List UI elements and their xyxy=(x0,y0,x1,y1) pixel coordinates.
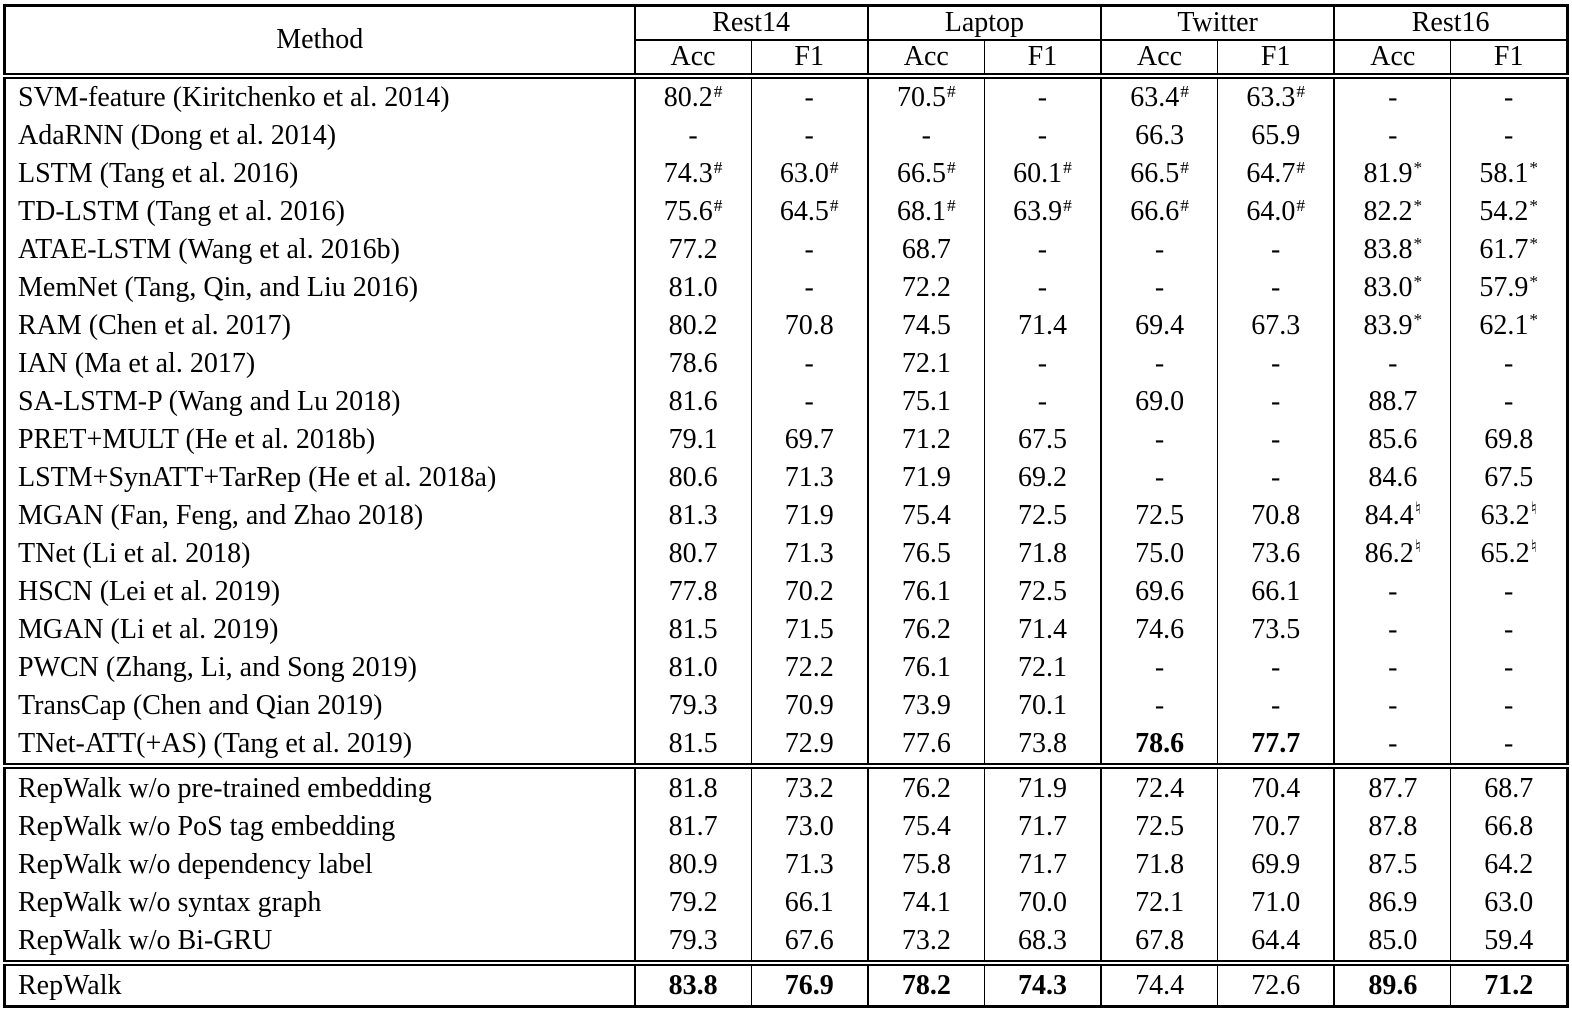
paper-table-page xyxy=(0,4,1572,1016)
value-cell: 69.9 xyxy=(1218,846,1335,884)
value-cell: 64.0# xyxy=(1218,193,1335,231)
value-cell: 81.5 xyxy=(635,611,752,649)
value-cell: 80.7 xyxy=(635,535,752,573)
superscript-mark: ♮ xyxy=(1414,537,1421,557)
value-cell: 67.8 xyxy=(1101,922,1218,964)
table-row xyxy=(5,155,1568,193)
column-group-label: Twitter xyxy=(1101,6,1334,41)
value-cell: 73.2 xyxy=(868,922,985,964)
value-cell: 70.1 xyxy=(984,687,1101,725)
superscript-mark: # xyxy=(946,157,956,177)
method-cell: ATAE-LSTM (Wang et al. 2016b) xyxy=(5,231,635,269)
value-cell: 71.9 xyxy=(868,459,985,497)
value-cell: 71.3 xyxy=(751,535,868,573)
value-cell: 71.7 xyxy=(984,808,1101,846)
value-cell: 57.9* xyxy=(1451,269,1568,307)
value-cell: - xyxy=(1451,611,1568,649)
value-cell: - xyxy=(1218,421,1335,459)
table-row xyxy=(5,269,1568,307)
value-cell: - xyxy=(1334,687,1451,725)
subheader-f1: F1 xyxy=(751,40,868,76)
value-cell: 72.6 xyxy=(1218,963,1335,1006)
value-cell: 83.0* xyxy=(1334,269,1451,307)
section-baselines xyxy=(5,76,1568,766)
superscript-mark: * xyxy=(1529,309,1539,329)
superscript-mark: # xyxy=(1180,157,1189,177)
value-cell: 77.8 xyxy=(635,573,752,611)
section-final xyxy=(5,963,1568,1006)
value-cell: 63.4# xyxy=(1101,76,1218,118)
value-cell: 71.2 xyxy=(1451,963,1568,1006)
table-row xyxy=(5,231,1568,269)
value-cell: 86.2♮ xyxy=(1334,535,1451,573)
value-cell: 75.8 xyxy=(868,846,985,884)
superscript-mark: # xyxy=(1296,157,1306,177)
value-cell: 70.2 xyxy=(751,573,868,611)
value-cell: - xyxy=(635,118,752,156)
table-row xyxy=(5,497,1568,535)
value-cell: 71.5 xyxy=(751,611,868,649)
superscript-mark: # xyxy=(1180,195,1189,215)
table-row xyxy=(5,884,1568,922)
column-group-label: Rest16 xyxy=(1334,6,1567,41)
value-cell: 62.1* xyxy=(1451,307,1568,345)
value-cell: 65.9 xyxy=(1218,118,1335,156)
value-cell: 69.2 xyxy=(984,459,1101,497)
table-row xyxy=(5,687,1568,725)
value-cell: 71.4 xyxy=(984,611,1101,649)
value-cell: 66.6# xyxy=(1101,193,1218,231)
value-cell: 59.4 xyxy=(1451,922,1568,964)
superscript-mark: # xyxy=(1180,81,1189,101)
value-cell: - xyxy=(1334,573,1451,611)
value-cell: 77.2 xyxy=(635,231,752,269)
value-cell: 71.3 xyxy=(751,459,868,497)
table-row xyxy=(5,118,1568,156)
value-cell: 81.9* xyxy=(1334,155,1451,193)
value-cell: 81.0 xyxy=(635,269,752,307)
superscript-mark: # xyxy=(713,81,723,101)
value-cell: - xyxy=(1451,649,1568,687)
value-cell: - xyxy=(868,118,985,156)
value-cell: 80.2 xyxy=(635,307,752,345)
value-cell: 72.5 xyxy=(1101,497,1218,535)
value-cell: 81.5 xyxy=(635,725,752,767)
value-cell: 71.9 xyxy=(984,766,1101,808)
value-cell: 69.0 xyxy=(1101,383,1218,421)
value-cell: 69.6 xyxy=(1101,573,1218,611)
value-cell: 70.8 xyxy=(1218,497,1335,535)
value-cell: 79.2 xyxy=(635,884,752,922)
method-cell: RepWalk w/o syntax graph xyxy=(5,884,635,922)
method-cell: RepWalk xyxy=(5,963,635,1006)
value-cell: - xyxy=(1101,687,1218,725)
value-cell: 76.1 xyxy=(868,649,985,687)
value-cell: 73.9 xyxy=(868,687,985,725)
value-cell: 80.9 xyxy=(635,846,752,884)
value-cell: 75.0 xyxy=(1101,535,1218,573)
value-cell: 68.1# xyxy=(868,193,985,231)
value-cell: 76.9 xyxy=(751,963,868,1006)
column-group-label: Laptop xyxy=(868,6,1101,41)
value-cell: 66.5# xyxy=(1101,155,1218,193)
method-cell: TD-LSTM (Tang et al. 2016) xyxy=(5,193,635,231)
value-cell: - xyxy=(1451,573,1568,611)
superscript-mark: * xyxy=(1529,157,1539,177)
superscript-mark: * xyxy=(1413,157,1423,177)
value-cell: 85.0 xyxy=(1334,922,1451,964)
value-cell: - xyxy=(1101,421,1218,459)
value-cell: 79.1 xyxy=(635,421,752,459)
value-cell: 79.3 xyxy=(635,922,752,964)
method-cell: TransCap (Chen and Qian 2019) xyxy=(5,687,635,725)
value-cell: 73.2 xyxy=(751,766,868,808)
value-cell: 69.4 xyxy=(1101,307,1218,345)
value-cell: 71.7 xyxy=(984,846,1101,884)
value-cell: 71.8 xyxy=(1101,846,1218,884)
value-cell: 70.9 xyxy=(751,687,868,725)
value-cell: 75.4 xyxy=(868,808,985,846)
table-row xyxy=(5,535,1568,573)
method-cell: LSTM (Tang et al. 2016) xyxy=(5,155,635,193)
value-cell: 86.9 xyxy=(1334,884,1451,922)
method-cell: TNet-ATT(+AS) (Tang et al. 2019) xyxy=(5,725,635,767)
value-cell: 81.3 xyxy=(635,497,752,535)
table-row xyxy=(5,922,1568,964)
table-row xyxy=(5,307,1568,345)
value-cell: 63.0 xyxy=(1451,884,1568,922)
method-cell: AdaRNN (Dong et al. 2014) xyxy=(5,118,635,156)
value-cell: 63.9# xyxy=(984,193,1101,231)
value-cell: 66.1 xyxy=(751,884,868,922)
value-cell: 77.6 xyxy=(868,725,985,767)
value-cell: - xyxy=(1334,118,1451,156)
superscript-mark: * xyxy=(1529,233,1539,253)
table-row xyxy=(5,383,1568,421)
value-cell: 68.7 xyxy=(868,231,985,269)
value-cell: 66.1 xyxy=(1218,573,1335,611)
table-row xyxy=(5,808,1568,846)
table-row xyxy=(5,421,1568,459)
value-cell: - xyxy=(1451,725,1568,767)
table-header xyxy=(5,6,1568,77)
method-cell: PWCN (Zhang, Li, and Song 2019) xyxy=(5,649,635,687)
value-cell: 76.2 xyxy=(868,766,985,808)
superscript-mark: ♮ xyxy=(1530,499,1537,519)
table-row xyxy=(5,725,1568,767)
superscript-mark: # xyxy=(1063,157,1072,177)
superscript-mark: # xyxy=(946,81,956,101)
superscript-mark: # xyxy=(829,195,839,215)
value-cell: - xyxy=(751,345,868,383)
value-cell: - xyxy=(1334,76,1451,118)
superscript-mark: * xyxy=(1413,233,1423,253)
value-cell: 69.8 xyxy=(1451,421,1568,459)
method-cell: RepWalk w/o dependency label xyxy=(5,846,635,884)
value-cell: 73.0 xyxy=(751,808,868,846)
method-cell: SVM-feature (Kiritchenko et al. 2014) xyxy=(5,76,635,118)
value-cell: - xyxy=(984,76,1101,118)
value-cell: 72.9 xyxy=(751,725,868,767)
value-cell: 61.7* xyxy=(1451,231,1568,269)
superscript-mark: # xyxy=(1063,195,1072,215)
value-cell: 65.2♮ xyxy=(1451,535,1568,573)
value-cell: 87.8 xyxy=(1334,808,1451,846)
method-cell: PRET+MULT (He et al. 2018b) xyxy=(5,421,635,459)
value-cell: - xyxy=(751,269,868,307)
value-cell: 70.0 xyxy=(984,884,1101,922)
value-cell: - xyxy=(1218,345,1335,383)
value-cell: 67.6 xyxy=(751,922,868,964)
value-cell: 70.8 xyxy=(751,307,868,345)
superscript-mark: * xyxy=(1413,309,1423,329)
value-cell: 81.8 xyxy=(635,766,752,808)
column-group-label: Rest14 xyxy=(635,6,868,41)
method-cell: SA-LSTM-P (Wang and Lu 2018) xyxy=(5,383,635,421)
value-cell: - xyxy=(1451,345,1568,383)
table-row xyxy=(5,573,1568,611)
value-cell: - xyxy=(1101,345,1218,383)
value-cell: 74.3# xyxy=(635,155,752,193)
value-cell: 72.5 xyxy=(984,573,1101,611)
value-cell: - xyxy=(751,76,868,118)
value-cell: 71.9 xyxy=(751,497,868,535)
superscript-mark: # xyxy=(946,195,956,215)
value-cell: 83.9* xyxy=(1334,307,1451,345)
value-cell: - xyxy=(984,383,1101,421)
value-cell: - xyxy=(1218,649,1335,687)
value-cell: - xyxy=(984,118,1101,156)
value-cell: 82.2* xyxy=(1334,193,1451,231)
value-cell: - xyxy=(1218,687,1335,725)
table-row xyxy=(5,766,1568,808)
value-cell: 60.1# xyxy=(984,155,1101,193)
superscript-mark: # xyxy=(713,157,723,177)
value-cell: 88.7 xyxy=(1334,383,1451,421)
value-cell: - xyxy=(751,383,868,421)
value-cell: 70.7 xyxy=(1218,808,1335,846)
value-cell: 75.4 xyxy=(868,497,985,535)
method-cell: RepWalk w/o Bi-GRU xyxy=(5,922,635,964)
value-cell: 76.2 xyxy=(868,611,985,649)
value-cell: 75.6# xyxy=(635,193,752,231)
value-cell: - xyxy=(1218,269,1335,307)
subheader-acc: Acc xyxy=(635,40,752,76)
superscript-mark: ♮ xyxy=(1530,537,1537,557)
value-cell: 74.1 xyxy=(868,884,985,922)
table-row xyxy=(5,846,1568,884)
table-row xyxy=(5,459,1568,497)
value-cell: - xyxy=(751,231,868,269)
table-row xyxy=(5,76,1568,118)
value-cell: 71.4 xyxy=(984,307,1101,345)
table-row xyxy=(5,649,1568,687)
value-cell: 78.6 xyxy=(635,345,752,383)
subheader-f1: F1 xyxy=(1218,40,1335,76)
value-cell: - xyxy=(1451,76,1568,118)
value-cell: 74.3 xyxy=(984,963,1101,1006)
value-cell: - xyxy=(1451,687,1568,725)
value-cell: 84.6 xyxy=(1334,459,1451,497)
value-cell: 72.1 xyxy=(868,345,985,383)
value-cell: 54.2* xyxy=(1451,193,1568,231)
superscript-mark: * xyxy=(1529,195,1539,215)
method-cell: TNet (Li et al. 2018) xyxy=(5,535,635,573)
value-cell: 72.1 xyxy=(1101,884,1218,922)
value-cell: - xyxy=(984,269,1101,307)
value-cell: 84.4♮ xyxy=(1334,497,1451,535)
value-cell: 77.7 xyxy=(1218,725,1335,767)
subheader-acc: Acc xyxy=(868,40,985,76)
value-cell: 64.4 xyxy=(1218,922,1335,964)
value-cell: 67.5 xyxy=(1451,459,1568,497)
subheader-acc: Acc xyxy=(1334,40,1451,76)
value-cell: 87.5 xyxy=(1334,846,1451,884)
value-cell: 73.5 xyxy=(1218,611,1335,649)
section-ablations xyxy=(5,766,1568,963)
method-cell: MemNet (Tang, Qin, and Liu 2016) xyxy=(5,269,635,307)
value-cell: 72.5 xyxy=(1101,808,1218,846)
value-cell: 63.0# xyxy=(751,155,868,193)
superscript-mark: # xyxy=(829,157,839,177)
value-cell: 81.7 xyxy=(635,808,752,846)
value-cell: 66.8 xyxy=(1451,808,1568,846)
value-cell: 71.8 xyxy=(984,535,1101,573)
value-cell: 81.6 xyxy=(635,383,752,421)
value-cell: 58.1* xyxy=(1451,155,1568,193)
value-cell: 63.3# xyxy=(1218,76,1335,118)
value-cell: 78.6 xyxy=(1101,725,1218,767)
value-cell: - xyxy=(1334,649,1451,687)
value-cell: - xyxy=(1101,649,1218,687)
value-cell: 67.3 xyxy=(1218,307,1335,345)
value-cell: 72.5 xyxy=(984,497,1101,535)
superscript-mark: # xyxy=(1296,81,1306,101)
table-row xyxy=(5,963,1568,1006)
subheader-acc: Acc xyxy=(1101,40,1218,76)
value-cell: - xyxy=(1218,459,1335,497)
value-cell: - xyxy=(1101,231,1218,269)
value-cell: 89.6 xyxy=(1334,963,1451,1006)
value-cell: - xyxy=(1101,459,1218,497)
value-cell: 85.6 xyxy=(1334,421,1451,459)
method-cell: MGAN (Fan, Feng, and Zhao 2018) xyxy=(5,497,635,535)
value-cell: 70.5# xyxy=(868,76,985,118)
value-cell: - xyxy=(1334,345,1451,383)
value-cell: 74.4 xyxy=(1101,963,1218,1006)
value-cell: 67.5 xyxy=(984,421,1101,459)
value-cell: - xyxy=(1218,383,1335,421)
value-cell: - xyxy=(1451,118,1568,156)
value-cell: - xyxy=(1101,269,1218,307)
superscript-mark: # xyxy=(1296,195,1306,215)
value-cell: - xyxy=(984,345,1101,383)
method-cell: MGAN (Li et al. 2019) xyxy=(5,611,635,649)
table-row xyxy=(5,345,1568,383)
value-cell: - xyxy=(1334,611,1451,649)
table-row xyxy=(5,611,1568,649)
value-cell: 81.0 xyxy=(635,649,752,687)
value-cell: 87.7 xyxy=(1334,766,1451,808)
method-cell: RepWalk w/o pre-trained embedding xyxy=(5,766,635,808)
value-cell: 64.7# xyxy=(1218,155,1335,193)
value-cell: - xyxy=(1451,383,1568,421)
value-cell: 74.5 xyxy=(868,307,985,345)
method-column-header: Method xyxy=(5,6,635,77)
value-cell: 68.7 xyxy=(1451,766,1568,808)
value-cell: 71.0 xyxy=(1218,884,1335,922)
value-cell: 73.6 xyxy=(1218,535,1335,573)
method-cell: HSCN (Lei et al. 2019) xyxy=(5,573,635,611)
value-cell: - xyxy=(1334,725,1451,767)
value-cell: 66.3 xyxy=(1101,118,1218,156)
superscript-mark: * xyxy=(1413,195,1423,215)
results-table xyxy=(3,4,1569,1008)
value-cell: 76.1 xyxy=(868,573,985,611)
value-cell: 72.2 xyxy=(751,649,868,687)
value-cell: 71.2 xyxy=(868,421,985,459)
value-cell: 79.3 xyxy=(635,687,752,725)
value-cell: 75.1 xyxy=(868,383,985,421)
value-cell: 66.5# xyxy=(868,155,985,193)
value-cell: 83.8* xyxy=(1334,231,1451,269)
superscript-mark: * xyxy=(1413,271,1423,291)
method-cell: RAM (Chen et al. 2017) xyxy=(5,307,635,345)
superscript-mark: * xyxy=(1529,271,1539,291)
value-cell: 83.8 xyxy=(635,963,752,1006)
value-cell: 71.3 xyxy=(751,846,868,884)
value-cell: 70.4 xyxy=(1218,766,1335,808)
superscript-mark: # xyxy=(713,195,723,215)
value-cell: 72.2 xyxy=(868,269,985,307)
superscript-mark: ♮ xyxy=(1414,499,1421,519)
table-row xyxy=(5,193,1568,231)
value-cell: 78.2 xyxy=(868,963,985,1006)
value-cell: 76.5 xyxy=(868,535,985,573)
value-cell: 63.2♮ xyxy=(1451,497,1568,535)
value-cell: 80.2# xyxy=(635,76,752,118)
method-cell: RepWalk w/o PoS tag embedding xyxy=(5,808,635,846)
value-cell: 64.2 xyxy=(1451,846,1568,884)
value-cell: 64.5# xyxy=(751,193,868,231)
value-cell: 74.6 xyxy=(1101,611,1218,649)
value-cell: - xyxy=(751,118,868,156)
value-cell: 68.3 xyxy=(984,922,1101,964)
value-cell: 69.7 xyxy=(751,421,868,459)
value-cell: - xyxy=(984,231,1101,269)
subheader-f1: F1 xyxy=(984,40,1101,76)
value-cell: 72.1 xyxy=(984,649,1101,687)
subheader-f1: F1 xyxy=(1451,40,1568,76)
method-cell: LSTM+SynATT+TarRep (He et al. 2018a) xyxy=(5,459,635,497)
value-cell: 73.8 xyxy=(984,725,1101,767)
value-cell: 72.4 xyxy=(1101,766,1218,808)
method-cell: IAN (Ma et al. 2017) xyxy=(5,345,635,383)
value-cell: 80.6 xyxy=(635,459,752,497)
value-cell: - xyxy=(1218,231,1335,269)
